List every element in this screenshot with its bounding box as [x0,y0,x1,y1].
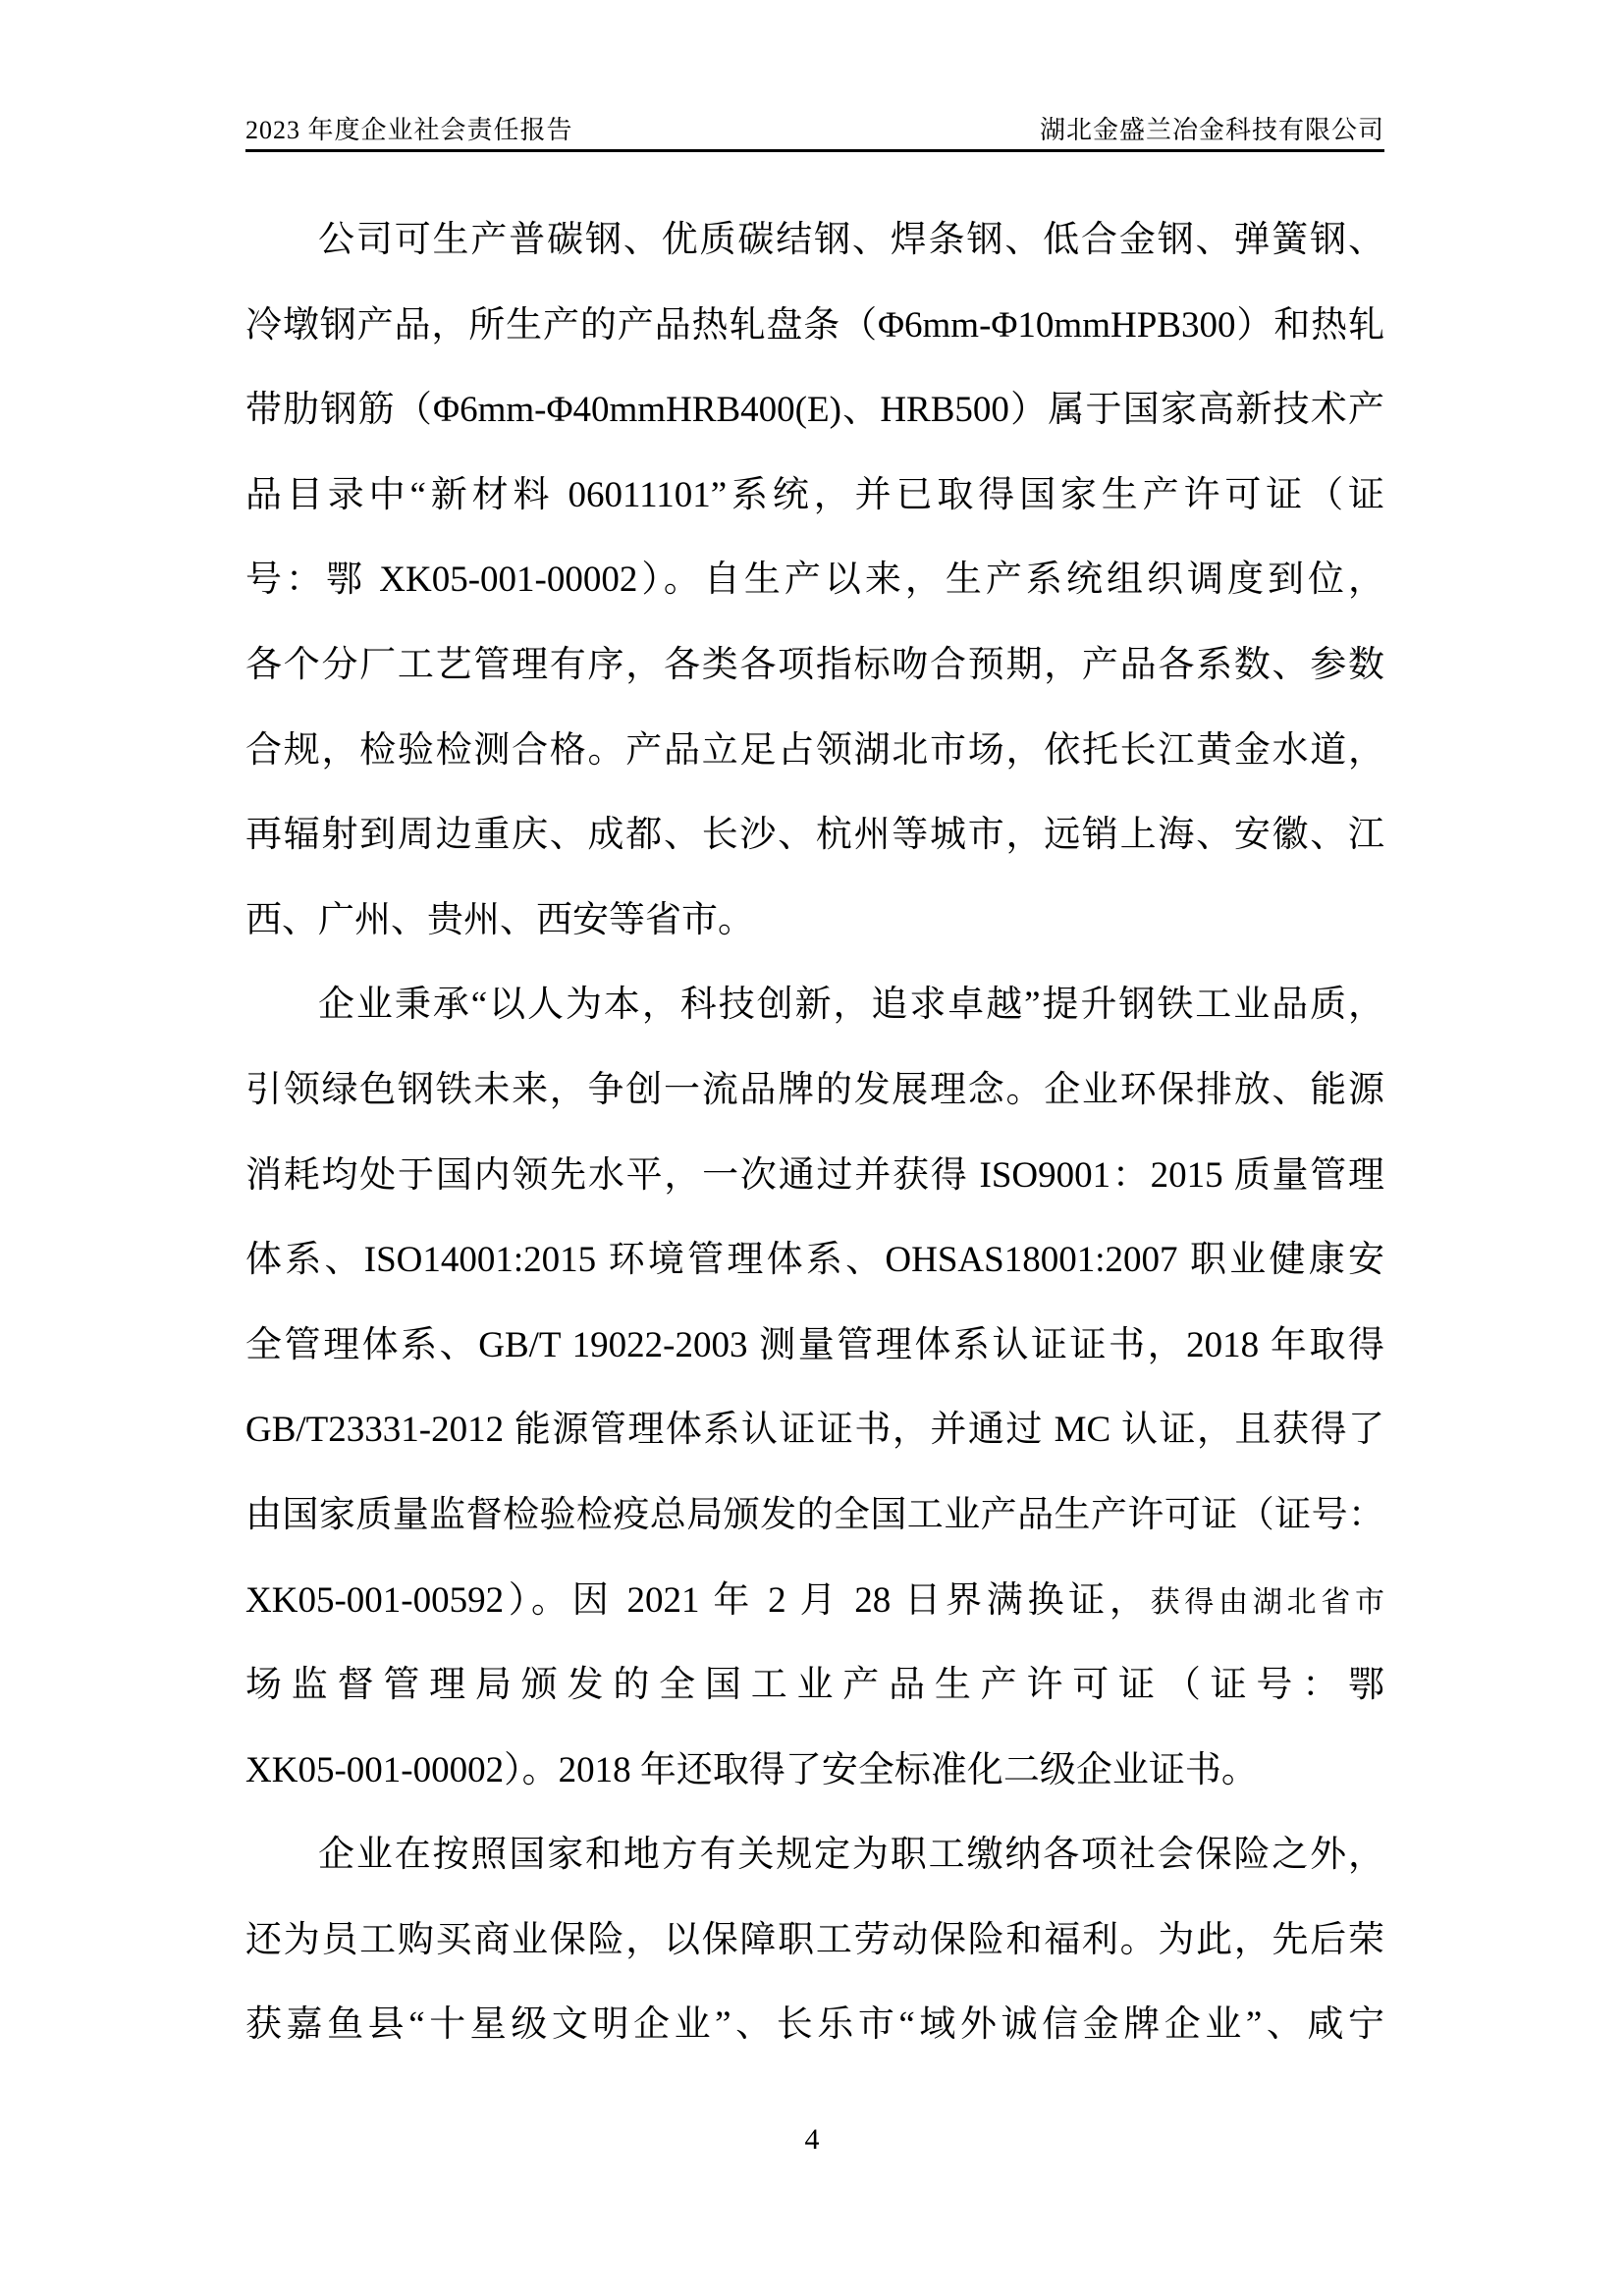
text-line: 各个分厂工艺管理有序，各类各项指标吻合预期，产品各系数、参数 [245,644,1384,685]
text-line: 西、广州、贵州、西安等省市。 [245,899,754,940]
header-report-title: 2023 年度企业社会责任报告 [245,116,573,144]
text-run: XK05-001-00592）。因 2021 年 2 月 28 日界满换证， [245,1579,1151,1621]
text-line: 体系、ISO14001:2015 环境管理体系、OHSAS18001:2007 职业健康安 [245,1240,1384,1281]
text-line: 合规，检验检测合格。产品立足占领湖北市场，依托长江黄金水道， [245,729,1384,771]
header-company-name: 湖北金盛兰冶金科技有限公司 [1039,116,1384,144]
paragraph [245,1813,1384,2068]
text-line: 带肋钢筋（Φ6mm-Φ40mmHRB400(E)、HRB500）属于国家高新技术产 [245,390,1384,431]
text-line: 引领绿色钢铁未来，争创一流品牌的发展理念。企业环保排放、能源 [245,1069,1384,1110]
text-line: 全管理体系、GB/T 19022-2003 测量管理体系认证证书，2018 年取得 [245,1324,1384,1365]
text-line: 消耗均处于国内领先水平，一次通过并获得 ISO9001：2015 质量管理 [245,1154,1384,1196]
page-footer [0,2122,1624,2158]
text-line: 还为员工购买商业保险，以保障职工劳动保险和福利。为此，先后荣 [245,1919,1384,1960]
document-body [245,198,1384,2068]
text-line [245,1559,1384,1644]
small-text-run: 获得由湖北省市 [1150,1585,1384,1619]
page-header [245,116,1384,152]
text-line: 获嘉鱼县“十星级文明企业”、长乐市“域外诚信金牌企业”、咸宁 [245,2004,1384,2046]
paragraph [245,198,1384,963]
paragraph [245,963,1384,1813]
text-line: GB/T23331-2012 能源管理体系认证证书，并通过 MC 认证，且获得了 [245,1410,1384,1451]
text-line: 企业在按照国家和地方有关规定为职工缴纳各项社会保险之外， [318,1835,1384,1876]
text-line: 场监督管理局颁发的全国工业产品生产许可证（证号：鄂 [245,1665,1384,1706]
text-line: 冷墩钢产品，所生产的产品热轧盘条（Φ6mm-Φ10mmHPB300）和热轧 [245,304,1384,346]
text-line: 公司可生产普碳钢、优质碳结钢、焊条钢、低合金钢、弹簧钢、 [318,220,1384,260]
text-line: 再辐射到周边重庆、成都、长沙、杭州等城市，远销上海、安徽、江 [245,815,1384,856]
text-line: XK05-001-00002）。2018 年还取得了安全标准化二级企业证书。 [245,1749,1258,1790]
text-line: 品目录中“新材料 06011101”系统，并已取得国家生产许可证（证 [245,474,1384,515]
text-line: 号：鄂 XK05-001-00002）。自生产以来，生产系统组织调度到位， [245,560,1384,601]
text-line: 由国家质量监督检验检疫总局颁发的全国工业产品生产许可证（证号： [245,1494,1384,1535]
page-number: 4 [804,2123,820,2156]
text-line: 企业秉承“以人为本，科技创新，追求卓越”提升钢铁工业品质， [318,985,1384,1026]
